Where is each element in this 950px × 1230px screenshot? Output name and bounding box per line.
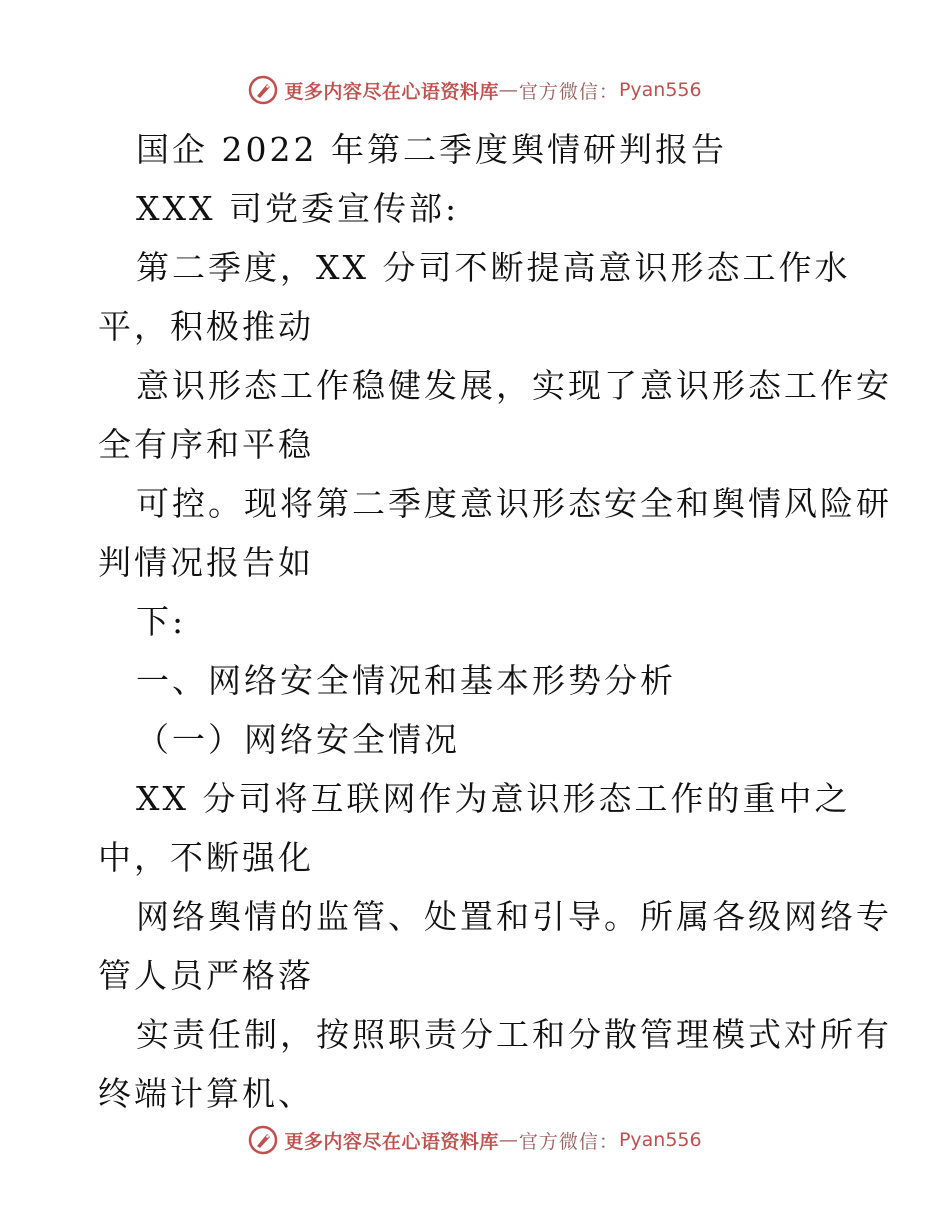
pen-nib-icon xyxy=(248,75,278,105)
document-line: 网络舆情的监管、处置和引导。所属各级网络专 xyxy=(136,897,892,936)
section-heading: 一、网络安全情况和基本形势分析 xyxy=(136,661,676,700)
document-line: 中，不断强化 xyxy=(98,838,314,877)
document-line: 意识形态工作稳健发展，实现了意识形态工作安 xyxy=(136,366,892,405)
banner-dash: — xyxy=(498,1129,519,1151)
document-line: 第二季度，XX 分司不断提高意识形态工作水 xyxy=(136,248,851,287)
banner-main-text: 更多内容尽在心语资料库 xyxy=(284,1130,499,1153)
document-line: XX 分司将互联网作为意识形态工作的重中之 xyxy=(136,779,851,818)
document-line: 管人员严格落 xyxy=(98,956,314,995)
subsection-heading: （一）网络安全情况 xyxy=(136,720,460,759)
document-line: 平，积极推动 xyxy=(98,307,314,346)
document-line: 下: xyxy=(136,602,187,641)
banner-wechat-id: Pyan556 xyxy=(618,1129,702,1151)
banner-dash: — xyxy=(498,79,519,101)
document-line: 终端计算机、 xyxy=(98,1074,314,1113)
document-line: 判情况报告如 xyxy=(98,543,314,582)
document-line: 全有序和平稳 xyxy=(98,425,314,464)
banner-sub-text: 官方微信： xyxy=(518,1130,619,1153)
footer-watermark-banner xyxy=(0,1120,950,1160)
pen-nib-icon xyxy=(248,1125,278,1155)
header-watermark-banner xyxy=(0,70,950,110)
document-body xyxy=(98,120,892,1123)
document-line: XXX 司党委宣传部: xyxy=(136,189,460,228)
banner-main-text: 更多内容尽在心语资料库 xyxy=(284,80,499,103)
document-line: 实责任制，按照职责分工和分散管理模式对所有 xyxy=(136,1015,892,1054)
banner-wechat-id: Pyan556 xyxy=(618,79,702,101)
document-line: 可控。现将第二季度意识形态安全和舆情风险研 xyxy=(136,484,892,523)
document-title: 国企 2022 年第二季度舆情研判报告 xyxy=(136,130,727,169)
banner-sub-text: 官方微信： xyxy=(518,80,619,103)
